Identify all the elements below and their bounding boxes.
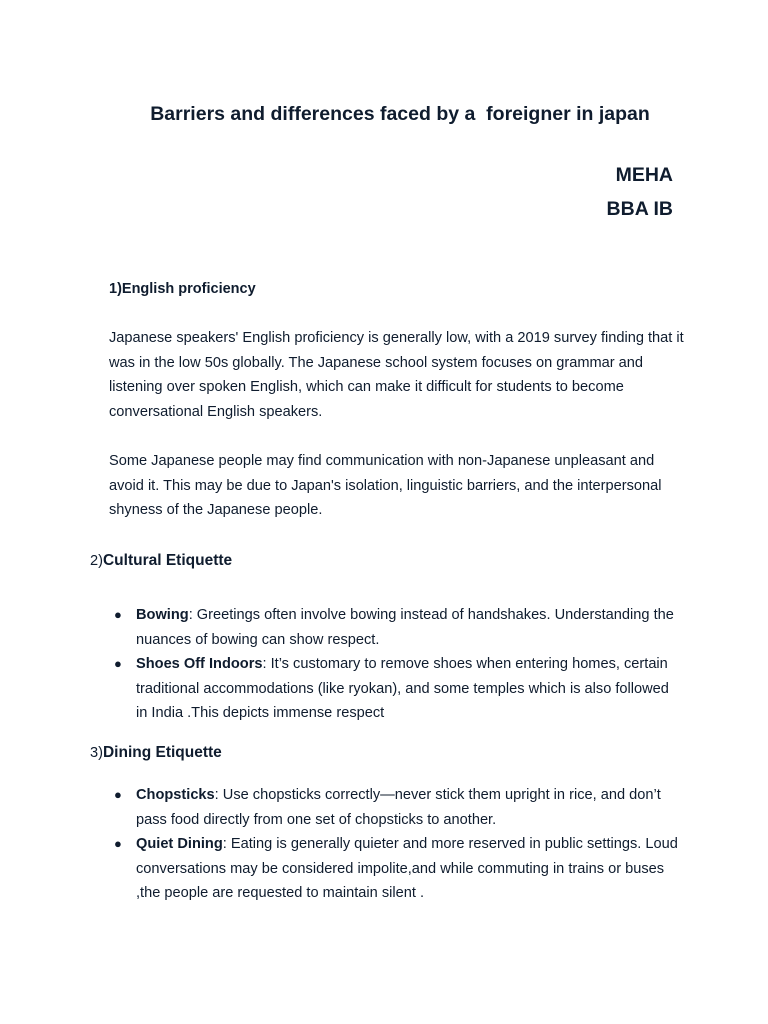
section-heading-dining-etiquette — [90, 744, 222, 762]
list-item-text: : Greetings often involve bowing instead of handshakes. Understanding the nuances of bowing can show respect. — [136, 607, 674, 648]
cultural-etiquette-list — [0, 603, 768, 726]
section-heading-english-proficiency: 1)English proficiency — [109, 281, 256, 297]
section-heading-cultural-etiquette — [90, 552, 232, 570]
section-title: Dining Etiquette — [102, 744, 222, 761]
dining-etiquette-list — [0, 783, 768, 906]
list-item-text: : Use chopsticks correctly—never stick them upright in rice, and don’t pass food directly from one set of chopsticks to another. — [136, 787, 661, 828]
section-number: 2) — [90, 553, 103, 569]
document-title: Barriers and differences faced by a foreigner in japan — [150, 103, 650, 125]
paragraph-english-proficiency-2: Some Japanese people may find communication with non-Japanese unpleasant and avoid it. This may be due to Japan's isolation, linguistic barriers, and the interpersonal shyness of the Japanese people. — [109, 453, 662, 518]
section-number: 3) — [90, 745, 103, 761]
list-item-term: Quiet Dining — [136, 836, 223, 852]
list-item-term: Bowing — [136, 607, 189, 623]
list-item-shoes-off — [0, 652, 681, 726]
list-item-quiet-dining — [0, 832, 681, 906]
list-item-term: Chopsticks — [136, 787, 215, 803]
list-item-text: : It’s customary to remove shoes when entering homes, certain traditional accommodations (like ryokan), and some temples which is also followed in India .This depicts immense respect — [136, 656, 669, 721]
bullet-dot-icon: ● — [114, 656, 122, 671]
paragraph-english-proficiency-1: Japanese speakers' English proficiency is generally low, with a 2019 survey finding that it was in the low 50s globally. The Japanese school system focuses on grammar and listening over spoken English, which can make it difficult for students to become conversational English speakers. — [109, 330, 684, 420]
list-item-text: : Eating is generally quieter and more reserved in public settings. Loud conversations may be considered impolite,and while commuting in trains or buses ,the people are requested to maintain silent . — [136, 836, 678, 901]
list-item-chopsticks — [0, 783, 681, 832]
section-title: Cultural Etiquette — [102, 552, 233, 569]
bullet-dot-icon: ● — [114, 787, 122, 802]
bullet-dot-icon: ● — [114, 607, 122, 622]
author-name: MEHA — [615, 164, 673, 186]
list-item-term: Shoes Off Indoors — [136, 656, 263, 672]
author-program: BBA IB — [606, 198, 673, 220]
bullet-dot-icon: ● — [114, 836, 122, 851]
list-item-bowing — [0, 603, 681, 652]
